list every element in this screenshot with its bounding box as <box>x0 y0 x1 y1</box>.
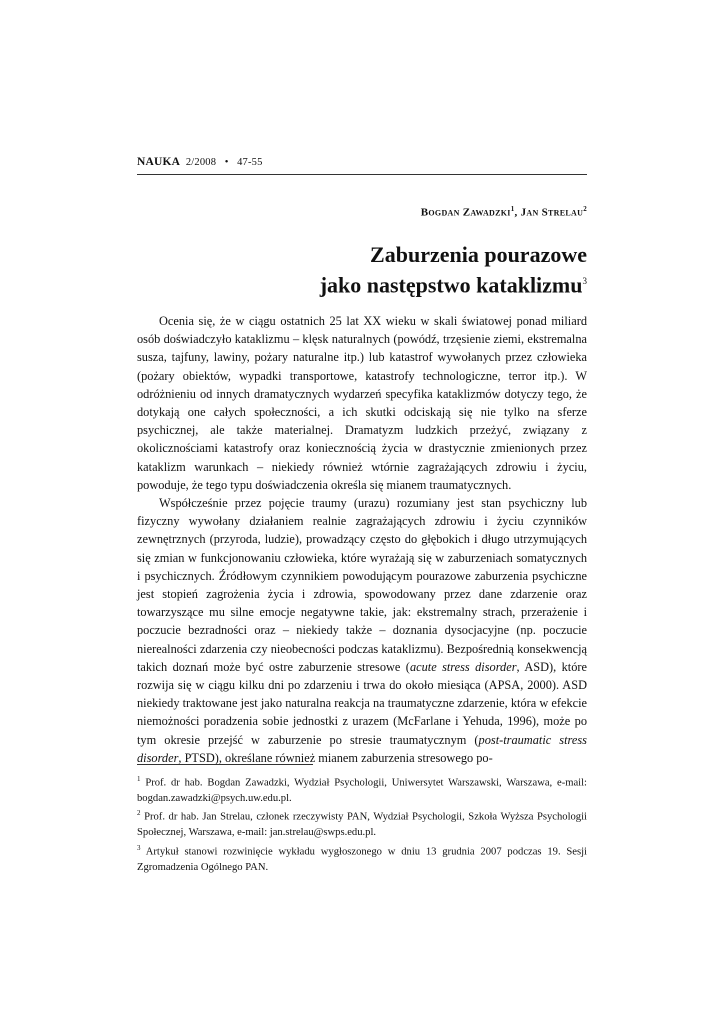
article-body <box>137 312 587 767</box>
author1-footnote-mark: 1 <box>510 205 515 213</box>
term-acute-stress-disorder: acute stress disorder <box>409 659 517 674</box>
header-separator: • <box>224 157 229 168</box>
paragraph-2-part-c: , PTSD), określane również mianem zaburzenia stresowego po- <box>178 750 493 765</box>
page-range: 47-55 <box>237 157 263 168</box>
journal-name: NAUKA <box>137 156 181 168</box>
footnote-3-mark: 3 <box>137 843 141 852</box>
footnotes <box>137 772 587 875</box>
paragraph-2-part-a: Współcześnie przez pojęcie traumy (urazu) rozumiany jest stan psychiczny lub fizyczny wywołany działaniem realnie zagrażających zdrowiu i życiu czynników zewnętrznych (przyroda, ludzie), prowadzący często do głębokich i długo utrzymujących się zmian w funkcjonowaniu człowieka, które wyrażają się w zaburzeniach somatycznych i psychicznych. Źródłowym czynnikiem powodującym pourazowe zaburzenia psychiczne jest stopień zagrożenia życia i zdrowia, spowodowany przez dane zdarzenie oraz towarzyszące mu silne emocje negatywne takie, jak: ekstremalny strach, przerażenie i poczucie bezradności oraz – niekiedy także – doznania dysocjacyjne (np. poczucie nierealności zdarzenia czy nieobecności podczas kataklizmu). Bezpośrednią konsekwencją takich doznań może być ostre zaburzenie stresowe ( <box>137 496 587 674</box>
paragraph-2 <box>137 494 587 767</box>
author2-footnote-mark: 2 <box>583 205 587 213</box>
footnote-2 <box>137 806 587 840</box>
header-rule <box>137 174 587 175</box>
title-footnote-mark: 3 <box>582 276 587 286</box>
authors <box>421 205 587 219</box>
footnote-3 <box>137 841 587 875</box>
author-zawadzki: Bogdan Zawadzki <box>420 206 511 219</box>
title-line-2: jako następstwo kataklizmu <box>319 272 583 298</box>
term-ptsd: post-traumatic stress disorder <box>137 732 587 765</box>
paragraph-1: Ocenia się, że w ciągu ostatnich 25 lat XX wieku w skali światowej ponad miliard osób doświadczyło kataklizmu – klęsk naturalnych (powódź, trzęsienie ziemi, ekstremalna susza, tajfuny, lawiny, pożary naturalne itp.) lub katastrof wywołanych przez człowieka (pożary obiektów, wypadki transportowe, katastrofy technologiczne, terror itp.). W odróżnieniu od innych dramatycznych wydarzeń specyfika kataklizmów dotyczy tego, że dotykają one całych społeczności, a ich skutki odciskają się nie tylko na sferze psychicznej, ale także materialnej. Dramatyzm ludzkich przeżyć, związany z okolicznościami katastrofy oraz koniecznością życia w drastycznie zmienionych przez kataklizm warunkach – niekiedy również wtórnie zagrażających zdrowiu i życiu, powoduje, że tego typu doświadczenia określa się mianem traumatycznych. <box>137 314 587 492</box>
footnote-1 <box>137 772 587 806</box>
footnote-rule <box>137 764 313 765</box>
author-joiner: , <box>514 206 521 219</box>
footnote-2-mark: 2 <box>137 809 141 818</box>
running-header <box>137 156 587 168</box>
article-title <box>320 241 587 298</box>
paragraph-2-part-b: , ASD), które rozwija się w ciągu kilku dni po zdarzeniu i trwa do około miesiąca (APSA, 2000). ASD niekiedy traktowane jest jako naturalna reakcja na traumatyczne zdarzenie, która w efekcie niemożności poradzenia sobie jednostki z urazem (McFarlane i Yehuda, 1996), może po tym okresie przejść w zaburzenie po stresie traumatycznym ( <box>137 659 587 747</box>
footnote-3-text: Artykuł stanowi rozwinięcie wykładu wygłoszonego w dniu 13 grudnia 2007 podczas 19. Sesji Zgromadzenia Ogólnego PAN. <box>137 846 587 873</box>
journal-issue: 2/2008 <box>185 157 217 168</box>
footnote-2-text: Prof. dr hab. Jan Strelau, członek rzeczywisty PAN, Wydział Psychologii, Szkoła Wyższa Psychologii Społecznej, Warszawa, e-mail: jan.strelau@swps.edu.pl. <box>137 811 587 839</box>
author-strelau: Jan Strelau <box>520 206 584 219</box>
footnote-1-mark: 1 <box>137 775 141 783</box>
footnote-1-text: Prof. dr hab. Bogdan Zawadzki, Wydział Psychologii, Uniwersytet Warszawski, Warszawa, e-mail: bogdan.zawadzki@psych.uw.edu.pl. <box>137 777 587 804</box>
title-line-1: Zaburzenia pourazowe <box>370 242 587 267</box>
